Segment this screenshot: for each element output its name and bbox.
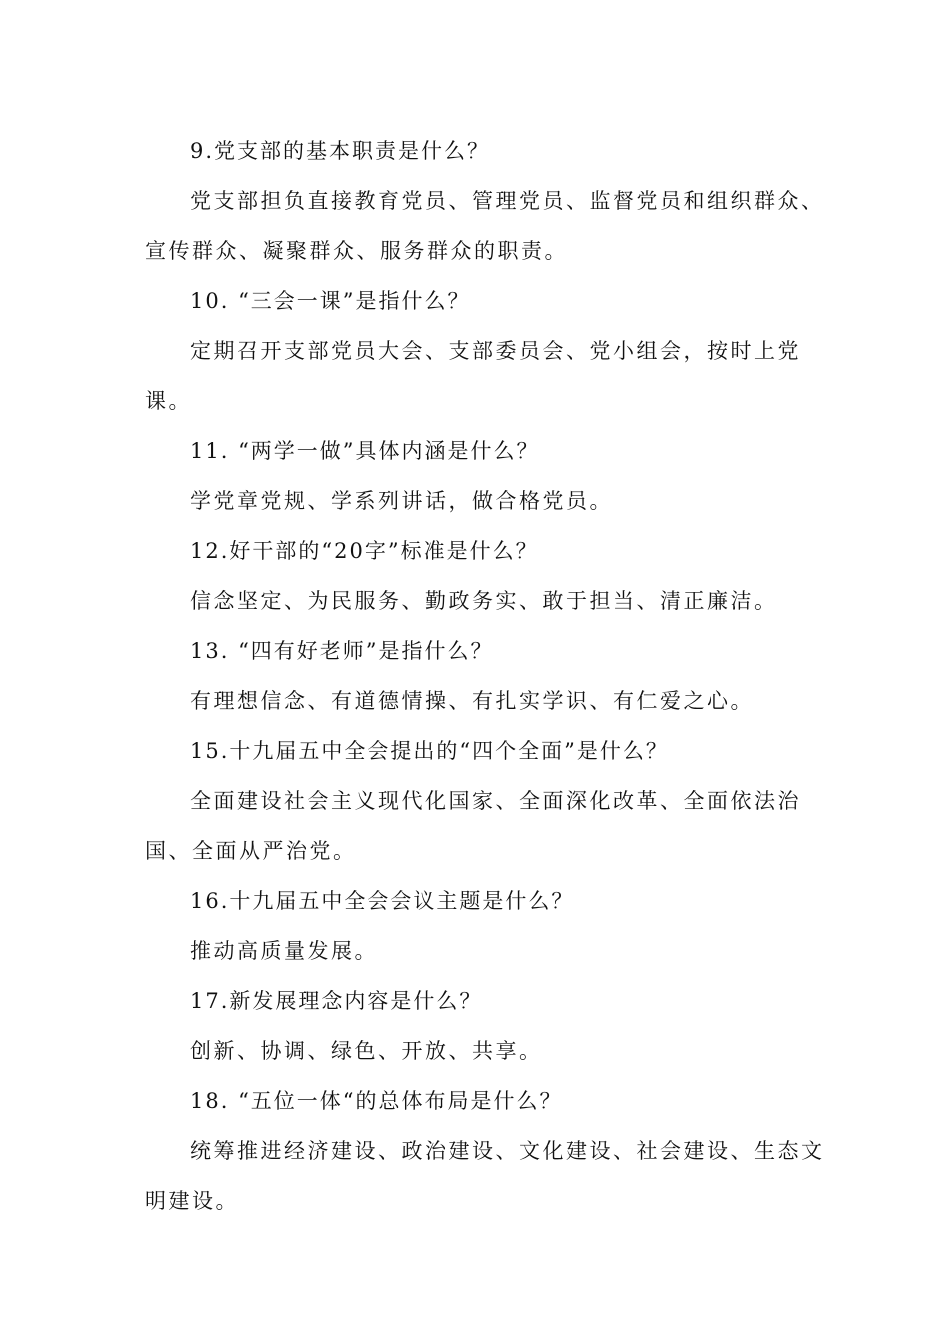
answer-line: 有理想信念、有道德情操、有扎实学识、有仁爱之心。 [190,689,754,713]
question-line: 9.党支部的基本职责是什么？ [190,139,491,163]
answer-line: 明建设。 [145,1189,239,1213]
answer-line: 学党章党规、学系列讲话，做合格党员。 [190,489,613,513]
answer-line: 全面建设社会主义现代化国家、全面深化改革、全面依法治 [190,789,801,813]
document-body [145,126,825,1226]
answer-line: 国、全面从严治党。 [145,839,357,863]
answer-line: 信念坚定、为民服务、勤政务实、敢于担当、清正廉洁。 [190,589,778,613]
question-line: 16.十九届五中全会会议主题是什么？ [190,889,575,913]
answer-line: 课。 [145,389,192,413]
question-line: 17.新发展理念内容是什么？ [190,989,483,1013]
answer-line: 推动高质量发展。 [190,939,378,963]
question-line: 13. “四有好老师”是指什么？ [190,639,494,663]
answer-line: 宣传群众、凝聚群众、服务群众的职责。 [145,239,568,263]
answer-line: 定期召开支部党员大会、支部委员会、党小组会，按时上党 [190,339,801,363]
question-line: 10. “三会一课”是指什么？ [190,289,471,313]
question-line: 15.十九届五中全会提出的“四个全面”是什么？ [190,739,669,763]
answer-line: 党支部担负直接教育党员、管理党员、监督党员和组织群众、 [190,189,825,213]
answer-line: 创新、协调、绿色、开放、共享。 [190,1039,543,1063]
question-line: 18. “五位一体“的总体布局是什么？ [190,1089,563,1113]
question-line: 12.好干部的“20字”标准是什么？ [190,539,539,563]
answer-line: 统筹推进经济建设、政治建设、文化建设、社会建设、生态文 [190,1139,825,1163]
question-line: 11. “两学一做”具体内涵是什么？ [190,439,540,463]
